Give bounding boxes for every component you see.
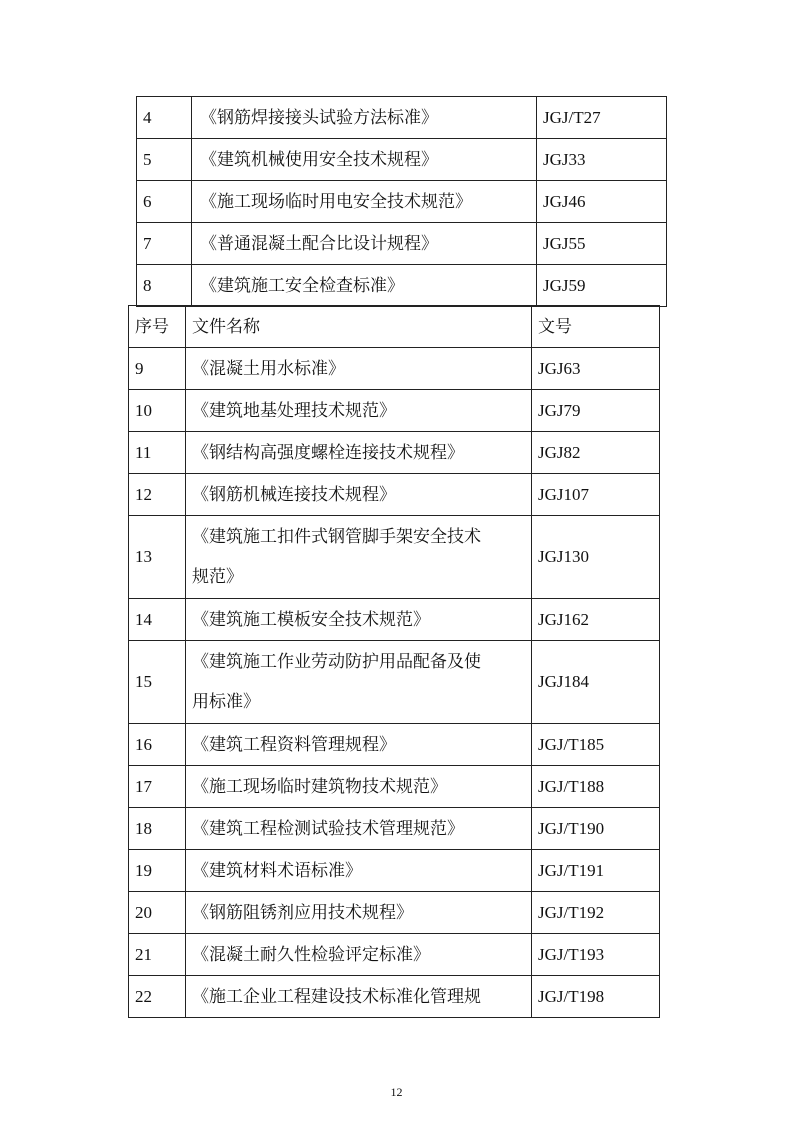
row-number: 17 [129,766,186,808]
document-title: 《建筑工程资料管理规程》 [186,724,532,766]
header-number: 序号 [129,306,186,348]
table-header-row [129,306,660,348]
row-number: 5 [137,139,192,181]
document-title: 《建筑机械使用安全技术规程》 [192,139,537,181]
table-row [137,97,667,139]
document-title: 《建筑工程检测试验技术管理规范》 [186,808,532,850]
standards-table [128,305,660,1018]
table-row [137,223,667,265]
table-row [129,516,660,599]
document-code: JGJ/T192 [532,892,660,934]
row-number: 15 [129,641,186,724]
row-number: 9 [129,348,186,390]
document-title: 《施工现场临时建筑物技术规范》 [186,766,532,808]
row-number: 10 [129,390,186,432]
document-title: 《建筑施工安全检查标准》 [192,265,537,307]
document-title: 《施工现场临时用电安全技术规范》 [192,181,537,223]
row-number: 16 [129,724,186,766]
document-title: 《建筑地基处理技术规范》 [186,390,532,432]
document-title: 《钢筋焊接接头试验方法标准》 [192,97,537,139]
document-title: 《混凝土耐久性检验评定标准》 [186,934,532,976]
document-title: 《钢结构高强度螺栓连接技术规程》 [186,432,532,474]
document-title-line: 《建筑施工作业劳动防护用品配备及使 [192,652,481,671]
document-code: JGJ107 [532,474,660,516]
document-title: 《混凝土用水标准》 [186,348,532,390]
document-code: JGJ33 [537,139,667,181]
row-number: 13 [129,516,186,599]
header-title: 文件名称 [186,306,532,348]
table-row [137,265,667,307]
document-code: JGJ55 [537,223,667,265]
document-code: JGJ/T191 [532,850,660,892]
document-title-line: 《建筑施工扣件式钢管脚手架安全技术 [192,527,481,546]
row-number: 14 [129,599,186,641]
table-row [129,599,660,641]
row-number: 18 [129,808,186,850]
table-row [129,808,660,850]
row-number: 19 [129,850,186,892]
page-number: 12 [390,1085,403,1099]
table-row [129,390,660,432]
table-row [137,139,667,181]
row-number: 12 [129,474,186,516]
table-row [129,432,660,474]
row-number: 21 [129,934,186,976]
table-row [129,766,660,808]
table-row [129,850,660,892]
row-number: 7 [137,223,192,265]
row-number: 22 [129,976,186,1018]
row-number: 11 [129,432,186,474]
table-row [129,976,660,1018]
document-title-line: 用标准》 [192,692,260,711]
document-code: JGJ/T193 [532,934,660,976]
row-number: 8 [137,265,192,307]
document-title: 《建筑施工模板安全技术规范》 [186,599,532,641]
document-title: 《施工企业工程建设技术标准化管理规 [186,976,532,1018]
header-code: 文号 [532,306,660,348]
document-title: 《钢筋机械连接技术规程》 [186,474,532,516]
document-title: 《普通混凝土配合比设计规程》 [192,223,537,265]
table-row [129,641,660,724]
document-code: JGJ46 [537,181,667,223]
document-title: 《钢筋阻锈剂应用技术规程》 [186,892,532,934]
document-code: JGJ79 [532,390,660,432]
table-row [137,181,667,223]
row-number: 20 [129,892,186,934]
table-row [129,474,660,516]
document-code: JGJ82 [532,432,660,474]
document-title: 《建筑材料术语标准》 [186,850,532,892]
document-code: JGJ/T198 [532,976,660,1018]
document-code: JGJ162 [532,599,660,641]
document-code: JGJ/T27 [537,97,667,139]
row-number: 4 [137,97,192,139]
row-number: 6 [137,181,192,223]
document-title-line: 规范》 [192,567,243,586]
table-row [129,892,660,934]
table-row [129,348,660,390]
document-title [186,516,532,599]
document-code: JGJ130 [532,516,660,599]
document-code: JGJ184 [532,641,660,724]
table-row [129,724,660,766]
document-code: JGJ/T185 [532,724,660,766]
document-title [186,641,532,724]
standards-table-continued [136,96,667,307]
document-code: JGJ/T188 [532,766,660,808]
document-code: JGJ63 [532,348,660,390]
document-code: JGJ59 [537,265,667,307]
table-row [129,934,660,976]
document-code: JGJ/T190 [532,808,660,850]
